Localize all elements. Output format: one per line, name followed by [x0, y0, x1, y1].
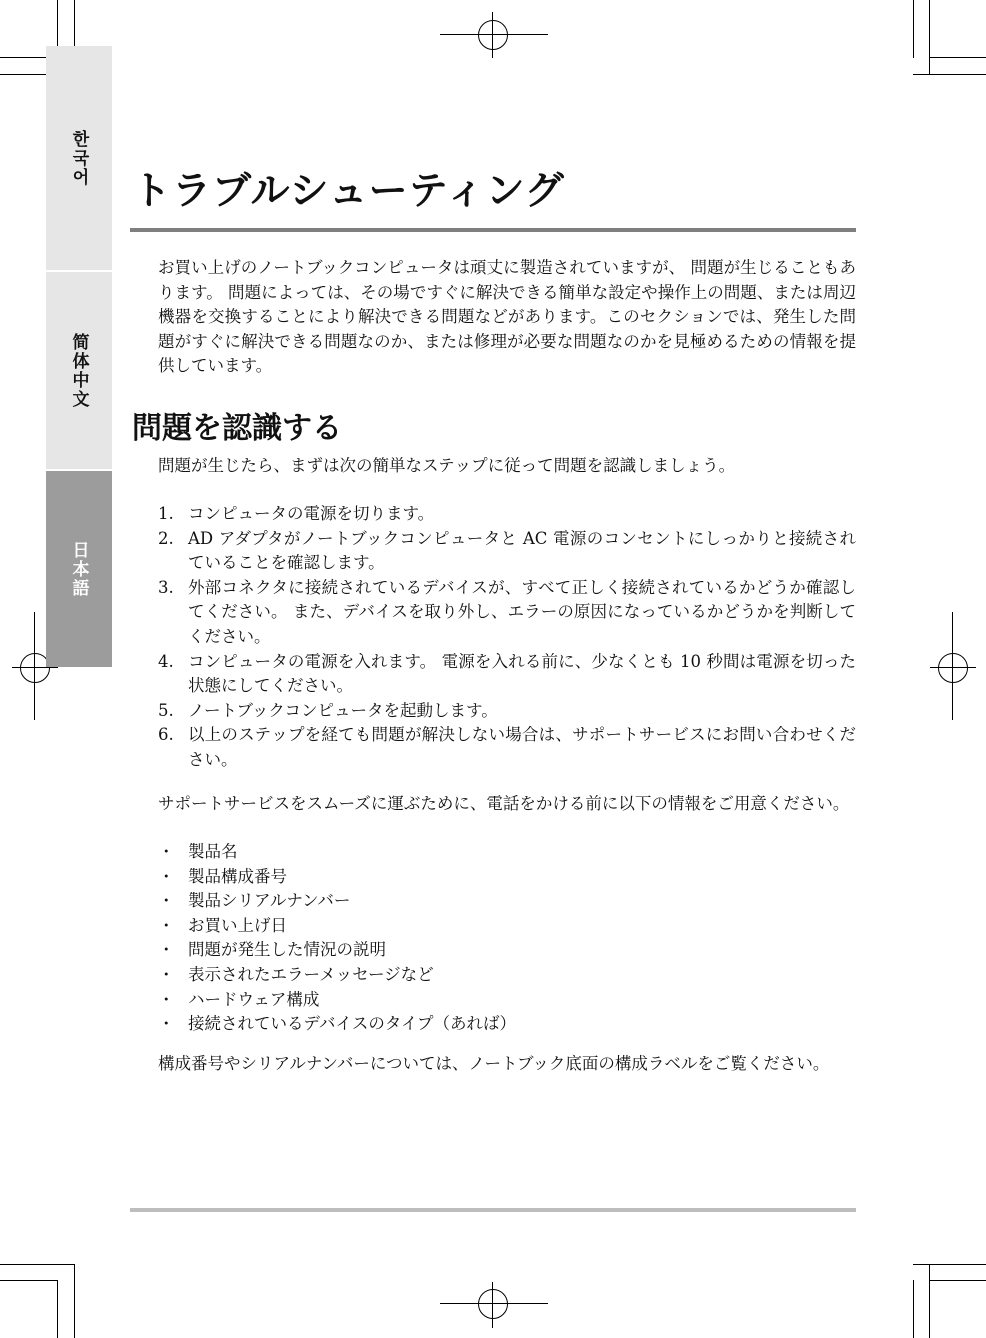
bullet-icon: ・ [158, 989, 175, 1009]
intro-paragraph: お買い上げのノートブックコンピュータは頑丈に製造されていますが、 問題が生じることもあります。 問題によっては、その場ですぐに解決できる簡単な設定や操作上の問題、または周辺機器を交換することにより解決できる問題などがあります。このセクションでは、発生した問題がすぐに解決できる問題なのか、または修理が必要な問題なのかを見極めるための情報を提供しています。 [158, 258, 856, 376]
section-heading: 問題を認識する [132, 411, 342, 446]
list-item [158, 889, 856, 914]
bullet-icon: ・ [158, 1014, 175, 1034]
title-divider [130, 228, 856, 232]
info-checklist [158, 840, 856, 1037]
list-item [158, 576, 856, 650]
language-tab-label: 日本語 [68, 540, 89, 598]
bullet-icon: ・ [158, 842, 175, 861]
footer-divider [130, 1208, 856, 1212]
checklist-text: 表示されたエラーメッセージなど [188, 964, 434, 984]
language-tab-japanese[interactable] [46, 471, 112, 667]
section-intro: 問題が生じたら、まずは次の簡単なステップに従って問題を認識しましょう。 [158, 456, 736, 475]
step-number: 5. [158, 700, 174, 720]
list-item [158, 699, 856, 724]
checklist-text: ハードウェア構成 [188, 989, 320, 1009]
page-title: トラブルシューティング [132, 169, 565, 214]
list-item [158, 865, 856, 890]
bullet-icon: ・ [158, 891, 175, 911]
list-item [158, 502, 856, 527]
checklist-text: 接続されているデバイスのタイプ（あれば） [188, 1014, 517, 1034]
bullet-icon: ・ [158, 964, 175, 984]
config-note: 構成番号やシリアルナンバーについては、ノートブック底面の構成ラベルをご覧ください。 [158, 1054, 830, 1073]
step-text: ノートブックコンピュータを起動します。 [188, 700, 498, 720]
checklist-text: 製品名 [188, 842, 238, 861]
list-item [158, 723, 856, 772]
step-text: 以上のステップを経ても問題が解決しない場合は、サポートサービスにお問い合わせください。 [188, 725, 856, 769]
checklist-text: お買い上げ日 [188, 915, 287, 935]
list-item [158, 914, 856, 939]
list-item [158, 963, 856, 988]
checklist-text: 問題が発生した情況の説明 [188, 940, 386, 960]
step-number: 2. [158, 528, 174, 548]
step-number: 1. [158, 504, 174, 523]
checklist-text: 製品シリアルナンバー [188, 891, 351, 911]
language-tab-chinese[interactable] [46, 272, 112, 469]
bullet-icon: ・ [158, 866, 175, 886]
list-item [158, 938, 856, 963]
list-item [158, 1012, 856, 1037]
language-tab-korean[interactable] [46, 46, 112, 270]
language-tab-label: 한국어 [68, 129, 89, 187]
checklist-text: 製品構成番号 [188, 866, 287, 886]
step-number: 4. [158, 651, 174, 671]
list-item [158, 650, 856, 699]
step-text: 外部コネクタに接続されているデバイスが、すべて正しく接続されているかどうか確認してください。 また、デバイスを取り外し、エラーの原因になっているかどうかを判断してください。 [188, 577, 856, 646]
step-text: コンピュータの電源を切ります。 [188, 504, 435, 523]
step-number: 3. [158, 577, 174, 597]
language-tab-label: 简体中文 [68, 332, 89, 409]
support-intro: サポートサービスをスムーズに運ぶために、電話をかける前に以下の情報をご用意ください。 [158, 794, 850, 813]
bullet-icon: ・ [158, 940, 175, 960]
step-text: コンピュータの電源を入れます。 電源を入れる前に、少なくとも 10 秒間は電源を切った状態にしてください。 [188, 651, 856, 696]
list-item [158, 527, 856, 576]
step-number: 6. [158, 725, 174, 745]
step-text: AD アダプタがノートブックコンピュータと AC 電源のコンセントにしっかりと接続されていることを確認します。 [188, 528, 856, 573]
bullet-icon: ・ [158, 915, 175, 935]
list-item [158, 988, 856, 1013]
list-item [158, 840, 856, 865]
steps-list [158, 502, 856, 773]
